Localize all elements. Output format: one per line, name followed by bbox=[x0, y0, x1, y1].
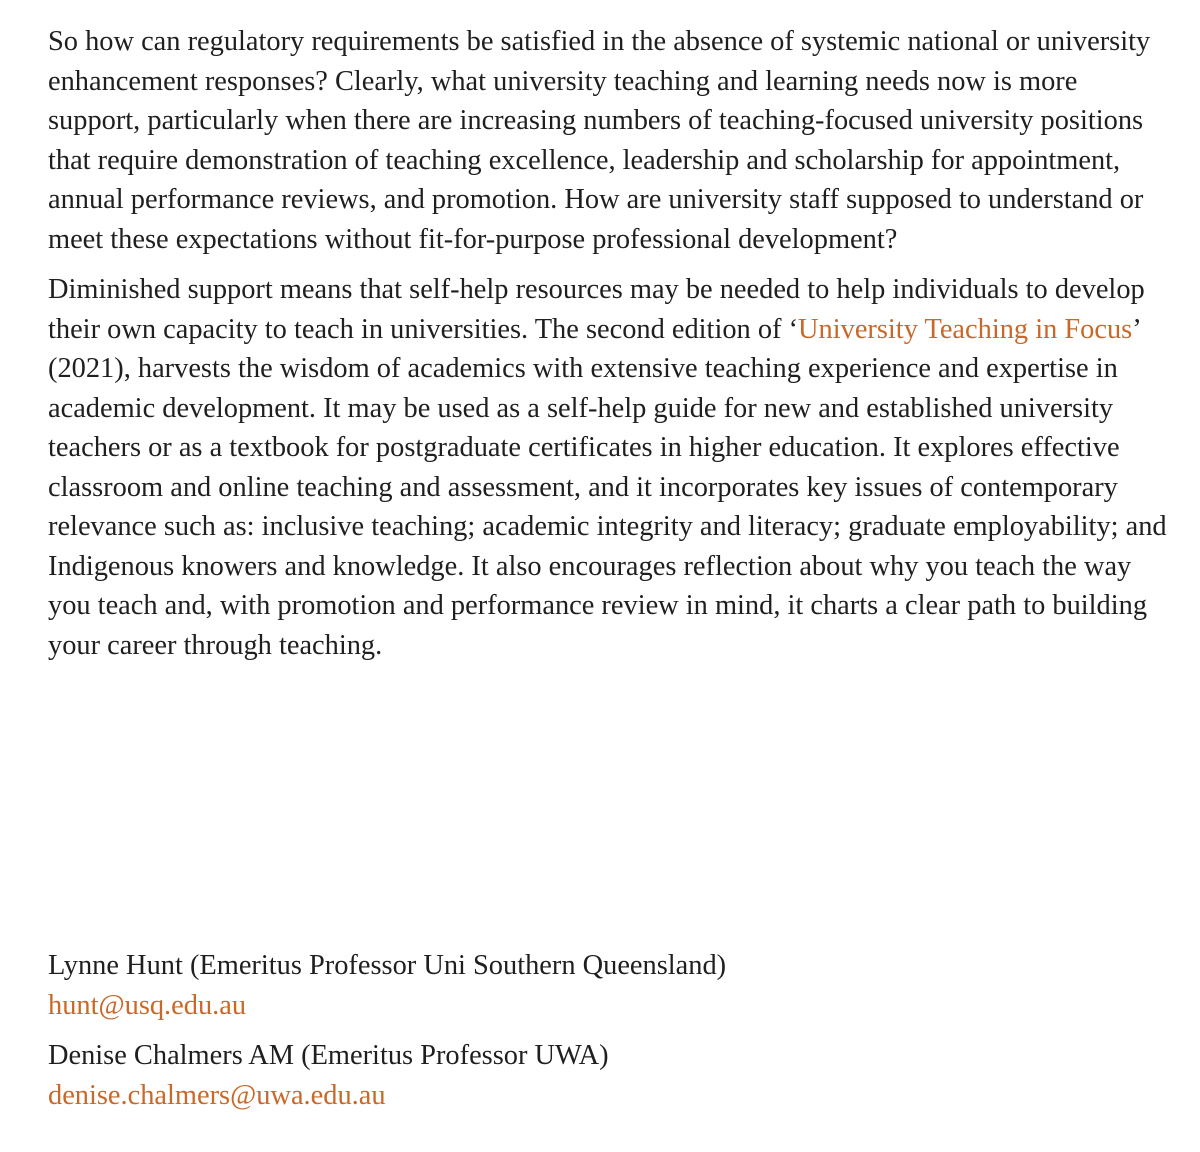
paragraph-diminished-support bbox=[48, 270, 1168, 665]
paragraph-text-after-link: ’ (2021), harvests the wisdom of academics with extensive teaching experience and expertise in academic development. It may be used as a self-help guide for new and established university teachers or as a textbook for postgraduate certificates in higher education. It explores effective classroom and online teaching and assessment, and it incorporates key issues of contemporary relevance such as: inclusive teaching; academic integrity and literacy; graduate employability; and Indigenous knowers and knowledge. It also encourages reflection about why you teach the way you teach and, with promotion and performance review in mind, it charts a clear path to building your career through teaching. bbox=[48, 313, 1167, 661]
author-entry bbox=[48, 946, 1168, 1025]
paragraph-text-before-link: Diminished support means that self-help resources may be needed to help individuals to develop their own capacity to teach in universities. The second edition of ‘ bbox=[48, 274, 1145, 345]
author-email-link[interactable]: hunt@usq.edu.au bbox=[48, 989, 247, 1021]
author-email-link[interactable]: denise.chalmers@uwa.edu.au bbox=[48, 1079, 386, 1111]
paragraph-regulatory-requirements: So how can regulatory requirements be satisfied in the absence of systemic national or university enhancement responses? Clearly, what university teaching and learning needs now is more support, particularly when there are increasing numbers of teaching-focused university positions that require demonstration of teaching excellence, leadership and scholarship for appointment, annual performance reviews, and promotion. How are university staff supposed to understand or meet these expectations without fit-for-purpose professional development? bbox=[48, 26, 1151, 255]
author-signoff bbox=[48, 946, 1168, 1126]
author-name: Lynne Hunt (Emeritus Professor Uni Southern Queensland) bbox=[48, 950, 727, 981]
author-entry bbox=[48, 1036, 1168, 1115]
author-name: Denise Chalmers AM (Emeritus Professor UWA) bbox=[48, 1040, 609, 1071]
book-title-link[interactable]: University Teaching in Focus bbox=[798, 313, 1133, 345]
article-body bbox=[48, 22, 1168, 665]
